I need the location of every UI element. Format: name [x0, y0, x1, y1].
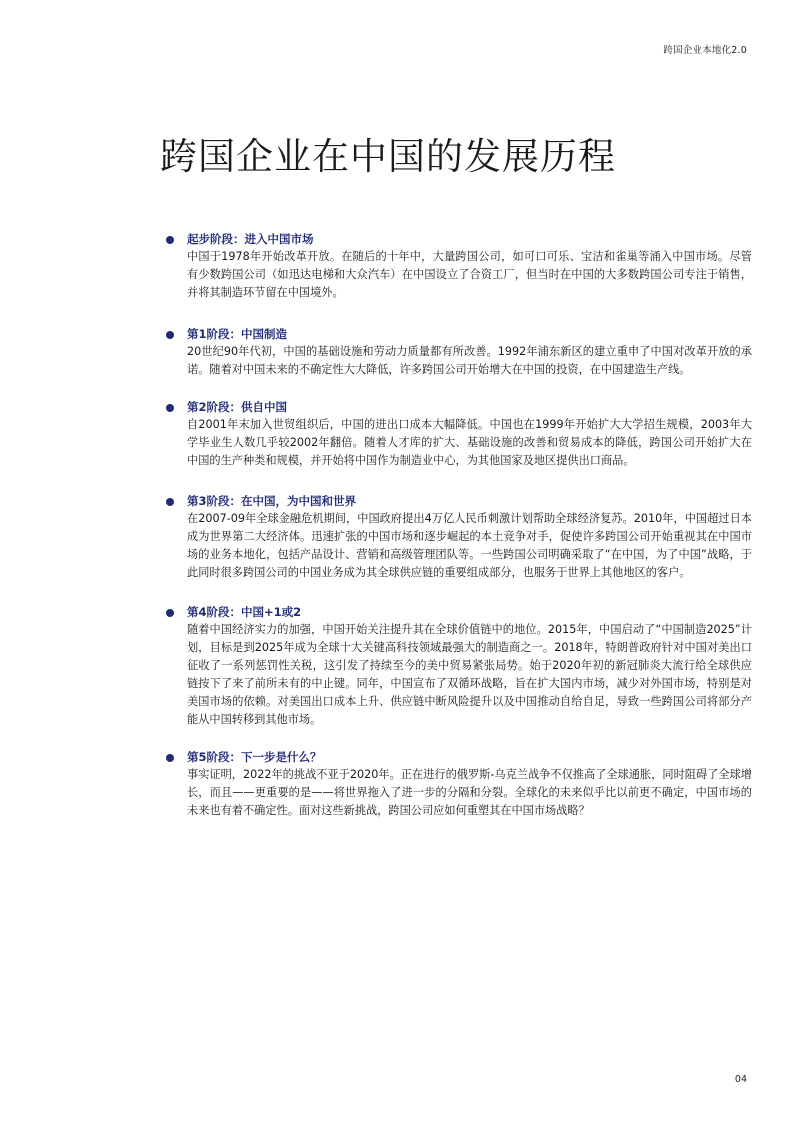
stage-heading: 第2阶段：供自中国 — [187, 400, 288, 414]
bullet-icon — [166, 236, 174, 244]
stage-5 — [187, 749, 752, 820]
stage-heading: 第3阶段：在中国，为中国和世界 — [187, 494, 356, 508]
bullet-icon — [166, 498, 174, 506]
stage-list — [187, 231, 752, 842]
stage-3 — [187, 493, 752, 582]
bullet-icon — [166, 609, 174, 617]
page-title: 跨国企业在中国的发展历程 — [160, 135, 616, 178]
stage-4 — [187, 604, 752, 729]
bullet-icon — [166, 404, 174, 412]
stage-body: 中国于1978年开始改革开放。在随后的十年中，大量跨国公司，如可口可乐、宝洁和雀巢等涌入中国市场。尽管有少数跨国公司（如迅达电梯和大众汽车）在中国设立了合资工厂，但当时在中国的大多数跨国公司专注于销售，并将其制造环节留在中国境外。 — [187, 250, 752, 299]
stage-body: 在2007-09年全球金融危机期间，中国政府提出4万亿人民币刺激计划帮助全球经济复苏。2010年，中国超过日本成为世界第二大经济体。迅速扩张的中国市场和逐步崛起的本土竞争对手，促使许多跨国公司开始重视其在中国市场的业务本地化，包括产品设计、营销和高级管理团队等。一些跨国公司明确采取了“在中国，为了中国”战略，于此同时很多跨国公司的中国业务成为其全球供应链的重要组成部分，也服务于世界上其他地区的客户。 — [187, 512, 752, 579]
stage-body: 随着中国经济实力的加强，中国开始关注提升其在全球价值链中的地位。2015年，中国启动了“中国制造2025”计划，目标是到2025年成为全球十大关键高科技领域最强大的制造商之一。2018年，特朗普政府针对中国对美出口征收了一系列惩罚性关税，这引发了持续至今的美中贸易紧张局势。始于2020年初的新冠肺炎大流行给全球供应链按下了来了前所未有的中止键。同年，中国宣布了双循环战略，旨在扩大国内市场，减少对外国市场，特别是对美国市场的依赖。对美国出口成本上升、供应链中断风险提升以及中国推动自给自足，导致一些跨国公司将部分产能从中国转移到其他市场。 — [187, 623, 752, 726]
stage-body: 20世纪90年代初，中国的基础设施和劳动力质量都有所改善。1992年浦东新区的建立重申了中国对改革开放的承诺。随着对中国未来的不确定性大大降低，许多跨国公司开始增大在中国的投资，在中国建造生产线。 — [187, 345, 752, 376]
stage-heading: 第1阶段：中国制造 — [187, 327, 288, 341]
page-number: 04 — [734, 1074, 747, 1085]
running-header: 跨国企业本地化2.0 — [663, 45, 747, 56]
stage-2 — [187, 399, 752, 470]
stage-heading: 第4阶段：中国+1或2 — [187, 605, 302, 619]
bullet-icon — [166, 754, 174, 762]
stage-1 — [187, 326, 752, 379]
stage-heading: 起步阶段：进入中国市场 — [187, 232, 314, 246]
stage-body: 自2001年末加入世贸组织后，中国的进出口成本大幅降低。中国也在1999年开始扩大大学招生规模，2003年大学毕业生人数几乎较2002年翻倍。随着人才库的扩大、基础设施的改善和贸易成本的降低，跨国公司开始扩大在中国的生产种类和规模，并开始将中国作为制造业中心，为其他国家及地区提供出口商品。 — [187, 418, 752, 467]
stage-heading: 第5阶段：下一步是什么？ — [187, 750, 322, 764]
bullet-icon — [166, 331, 174, 339]
stage-body: 事实证明，2022年的挑战不亚于2020年。正在进行的俄罗斯-乌克兰战争不仅推高了全球通胀，同时阻碍了全球增长，而且——更重要的是——将世界拖入了进一步的分隔和分裂。全球化的未来似乎比以前更不确定，中国市场的未来也有着不确定性。面对这些新挑战，跨国公司应如何重塑其在中国市场战略？ — [187, 768, 752, 817]
stage-start — [187, 231, 752, 302]
